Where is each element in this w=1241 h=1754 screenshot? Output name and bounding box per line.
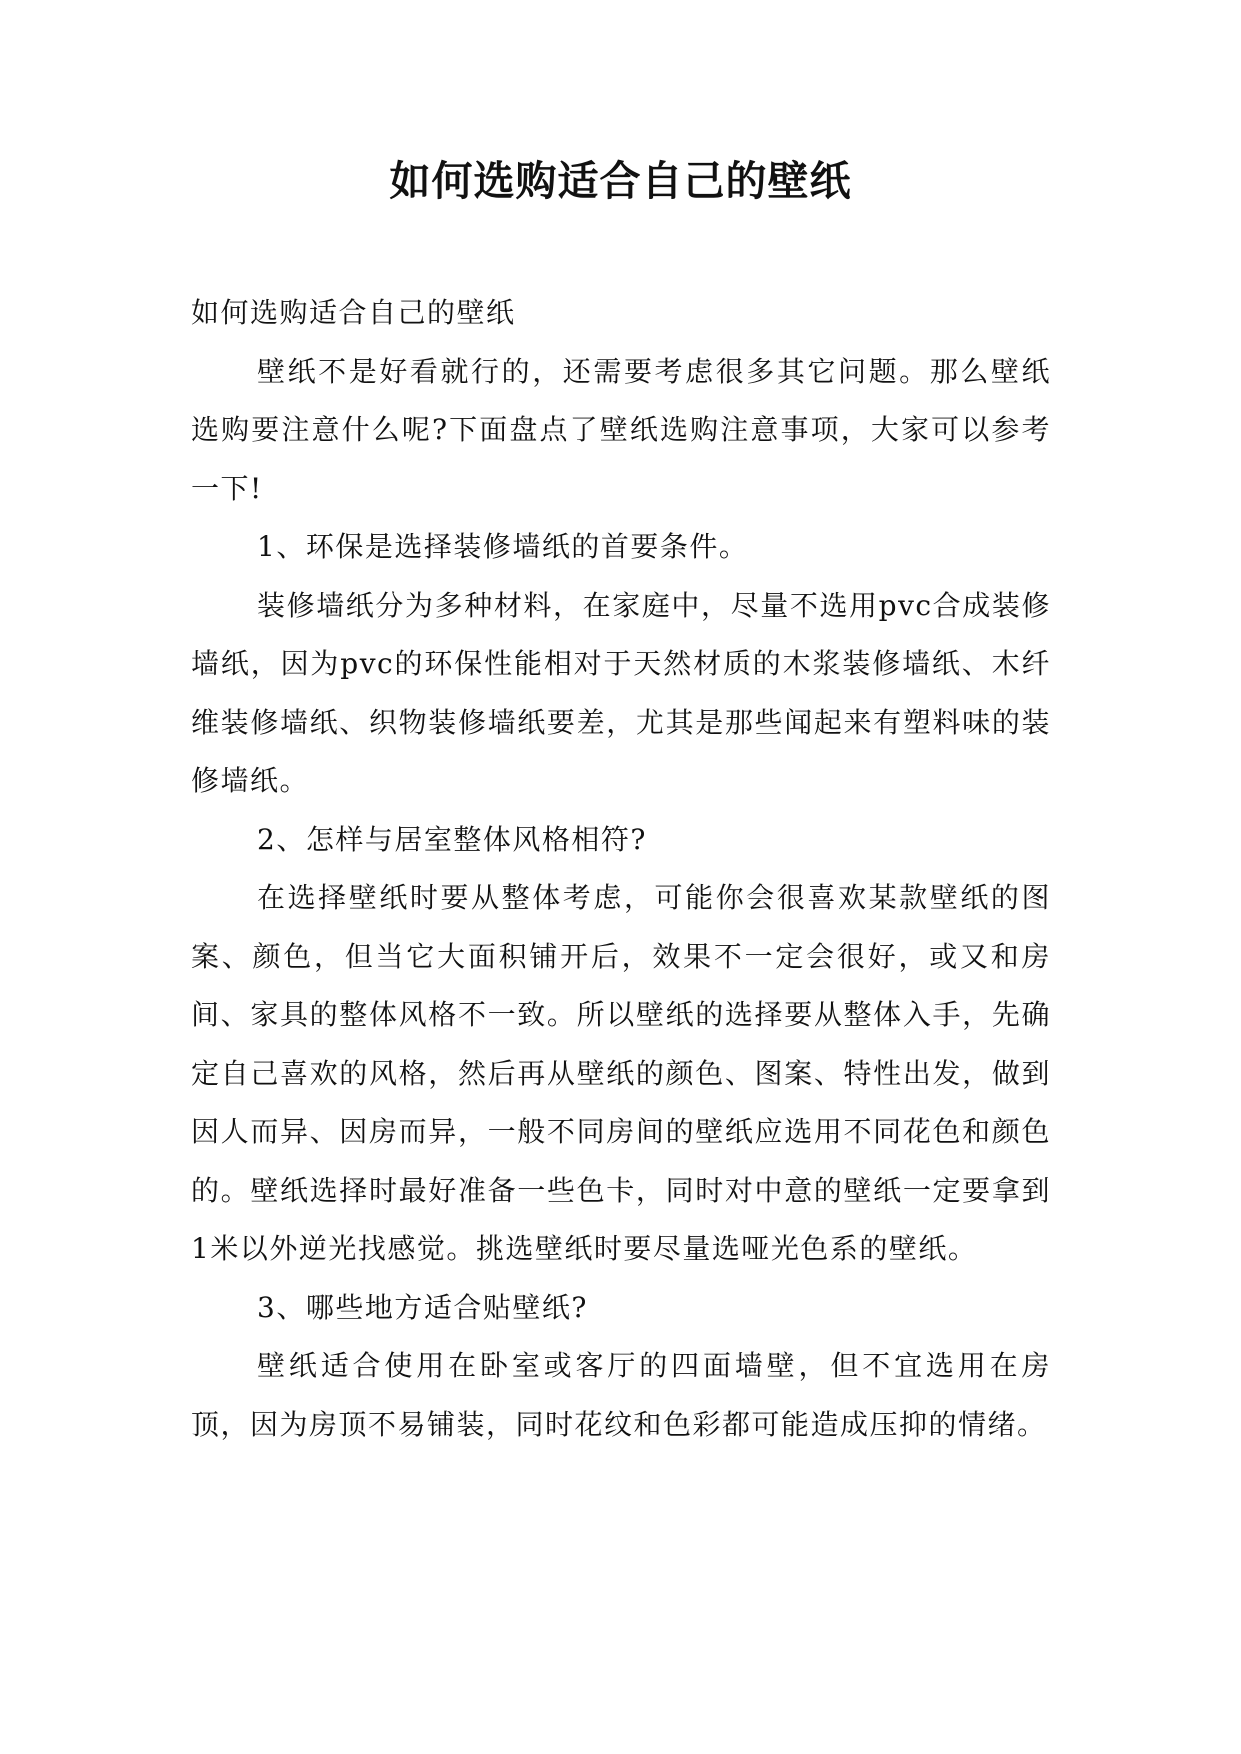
section-body-2: 在选择壁纸时要从整体考虑，可能你会很喜欢某款壁纸的图案、颜色，但当它大面积铺开后，效果不一定会很好，或又和房间、家具的整体风格不一致。所以壁纸的选择要从整体入手，先确定自己喜欢的风格，然后再从壁纸的颜色、图案、特性出发，做到因人而异、因房而异，一般不同房间的壁纸应选用不同花色和颜色的。壁纸选择时最好准备一些色卡，同时对中意的壁纸一定要拿到1米以外逆光找感觉。挑选壁纸时要尽量选哑光色系的壁纸。 [191,881,1051,1265]
document-title: 如何选购适合自己的壁纸 [389,157,852,205]
section-heading-1: 1、环保是选择装修墙纸的首要条件。 [257,530,749,563]
document-body [191,284,1051,1454]
document-subtitle: 如何选购适合自己的壁纸 [191,296,516,329]
section-body-1: 装修墙纸分为多种材料，在家庭中，尽量不选用pvc合成装修墙纸，因为pvc的环保性能相对于天然材质的木浆装修墙纸、木纤维装修墙纸、织物装修墙纸要差，尤其是那些闻起来有塑料味的装修墙纸。 [191,588,1051,797]
intro-paragraph: 壁纸不是好看就行的，还需要考虑很多其它问题。那么壁纸选购要注意什么呢?下面盘点了壁纸选购注意事项，大家可以参考一下! [191,354,1051,505]
section-body-3: 壁纸适合使用在卧室或客厅的四面墙壁，但不宜选用在房顶，因为房顶不易铺装，同时花纹和色彩都可能造成压抑的情绪。 [191,1349,1051,1441]
section-heading-3: 3、哪些地方适合贴壁纸? [257,1290,588,1324]
section-heading-2: 2、怎样与居室整体风格相符? [257,822,647,856]
